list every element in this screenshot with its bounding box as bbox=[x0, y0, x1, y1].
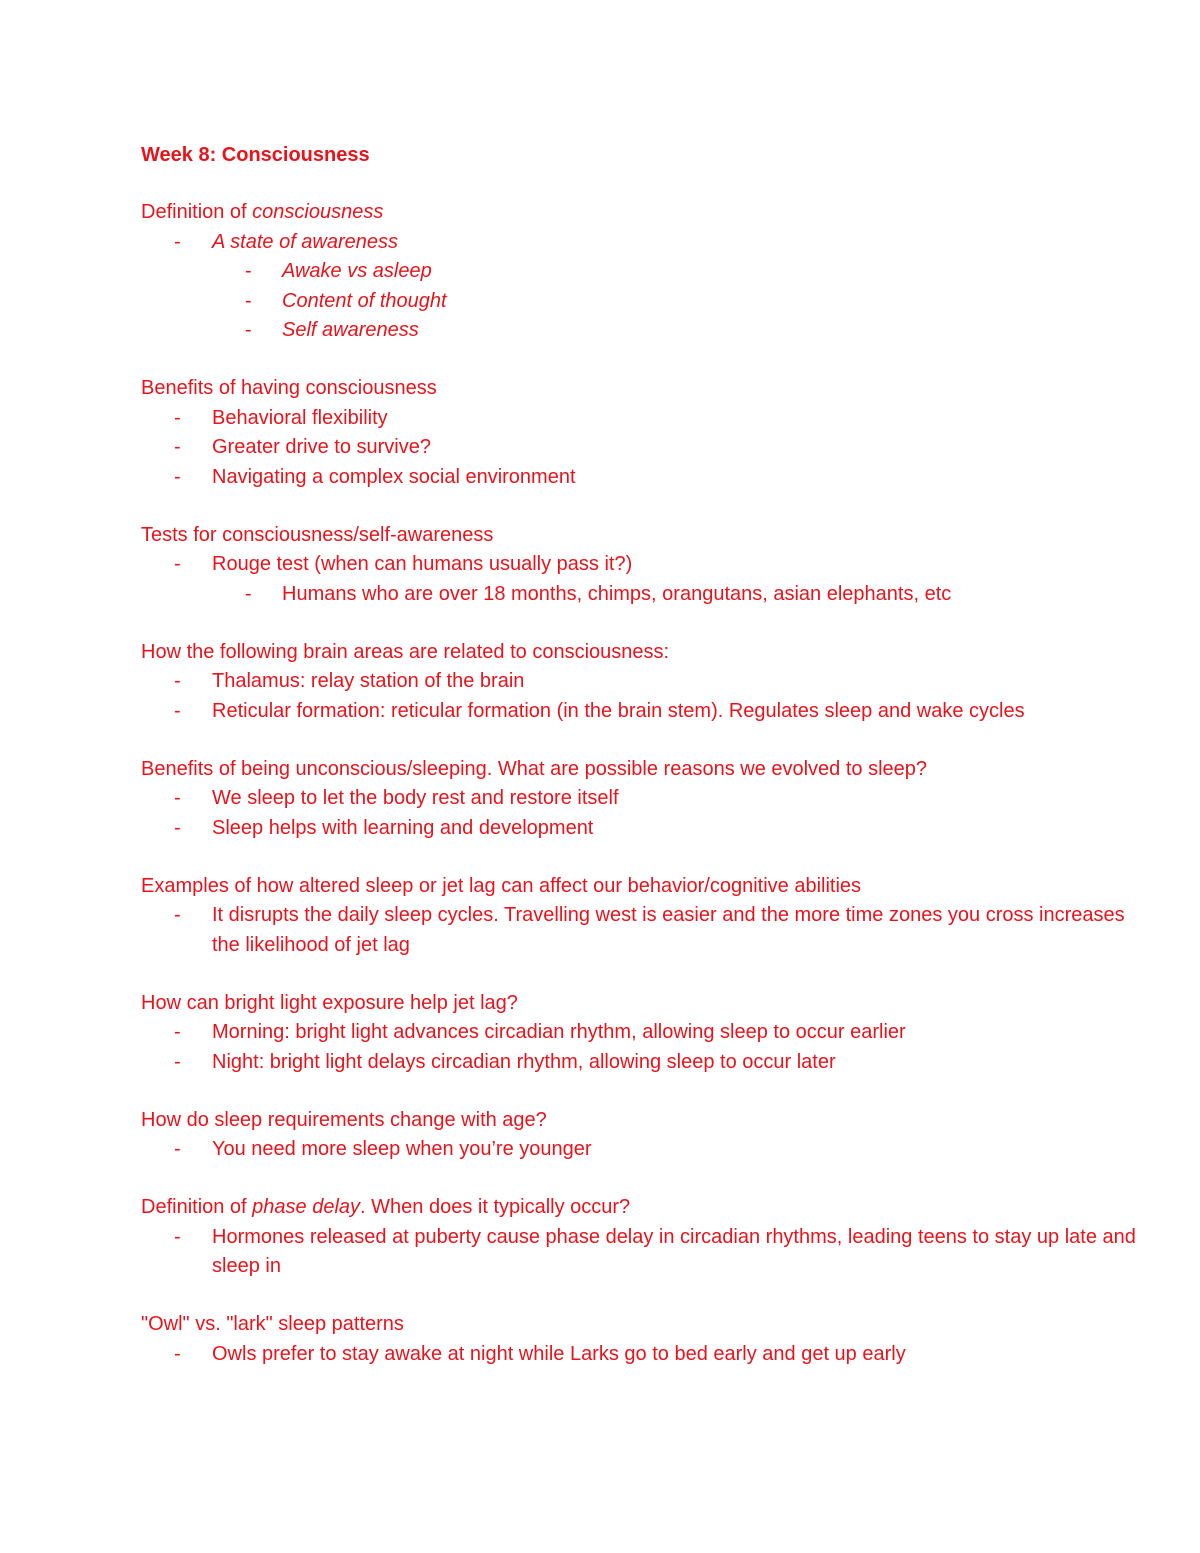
heading-text: How do sleep requirements change with age? bbox=[141, 1108, 547, 1131]
heading-emphasis: phase delay bbox=[252, 1196, 361, 1218]
section-heading bbox=[141, 1193, 1141, 1223]
dash-bullet-icon: - bbox=[174, 1225, 181, 1248]
list-item bbox=[141, 1048, 1141, 1078]
heading-text: Definition of bbox=[141, 201, 253, 223]
list-item bbox=[141, 433, 1141, 463]
spacer bbox=[141, 1165, 1141, 1194]
list-item bbox=[141, 667, 1141, 697]
dash-bullet-icon: - bbox=[245, 582, 252, 605]
heading-text: "Owl" vs. "lark" sleep patterns bbox=[141, 1313, 404, 1335]
list-item bbox=[141, 316, 1141, 346]
spacer bbox=[141, 726, 1141, 755]
dash-bullet-icon: - bbox=[245, 289, 252, 312]
spacer bbox=[141, 1077, 1141, 1106]
dash-bullet-icon: - bbox=[174, 1021, 181, 1043]
list-item-text: You need more sleep when you’re younger bbox=[212, 1138, 592, 1160]
heading-text: Examples of how altered sleep or jet lag can affect our behavior/cognitive abilities bbox=[141, 874, 862, 897]
list-item-text: Self awareness bbox=[282, 319, 419, 341]
section-heading bbox=[141, 638, 1141, 668]
dash-bullet-icon: - bbox=[174, 904, 181, 926]
note-section bbox=[141, 198, 1141, 346]
list-item bbox=[141, 1340, 1141, 1370]
document-page bbox=[141, 140, 1141, 1369]
list-item bbox=[141, 404, 1141, 434]
section-heading bbox=[141, 374, 1141, 404]
note-section bbox=[141, 989, 1141, 1078]
list-item-text: Sleep helps with learning and development bbox=[212, 816, 594, 839]
list-item bbox=[141, 580, 1141, 610]
note-section bbox=[141, 1106, 1141, 1165]
list-item bbox=[141, 463, 1141, 493]
section-heading bbox=[141, 1310, 1141, 1340]
spacer bbox=[141, 492, 1141, 521]
list-item-text: Night: bright light delays circadian rhythm, allowing sleep to occur later bbox=[212, 1050, 836, 1073]
heading-text: Benefits of having consciousness bbox=[141, 377, 437, 399]
dash-bullet-icon: - bbox=[174, 670, 181, 692]
dash-bullet-icon: - bbox=[174, 1342, 181, 1365]
list-item bbox=[141, 1223, 1141, 1282]
dash-bullet-icon: - bbox=[174, 406, 181, 429]
list-item-text: Rouge test (when can humans usually pass it?) bbox=[212, 553, 633, 575]
dash-bullet-icon: - bbox=[174, 699, 181, 722]
heading-text: Benefits of being unconscious/sleeping. What are possible reasons we evolved to sleep? bbox=[141, 757, 928, 780]
heading-text: Tests for consciousness/self-awareness bbox=[141, 523, 494, 546]
section-heading bbox=[141, 755, 1141, 785]
section-heading bbox=[141, 1106, 1141, 1136]
list-item bbox=[141, 550, 1141, 580]
heading-text: Definition of bbox=[141, 1196, 253, 1218]
note-section bbox=[141, 1193, 1141, 1282]
heading-text: How can bright light exposure help jet lag? bbox=[141, 991, 518, 1014]
list-item-text: A state of awareness bbox=[212, 230, 399, 253]
list-item bbox=[141, 697, 1141, 727]
list-item-text: Owls prefer to stay awake at night while Larks go to bed early and get up early bbox=[212, 1342, 906, 1365]
dash-bullet-icon: - bbox=[174, 230, 181, 253]
dash-bullet-icon: - bbox=[174, 465, 181, 488]
list-item-text: Morning: bright light advances circadian rhythm, allowing sleep to occur earlier bbox=[212, 1021, 906, 1043]
note-section bbox=[141, 374, 1141, 492]
list-item bbox=[141, 228, 1141, 258]
list-item bbox=[141, 784, 1141, 814]
notes-body bbox=[141, 198, 1141, 1369]
section-heading bbox=[141, 989, 1141, 1019]
list-item-text: Greater drive to survive? bbox=[212, 436, 431, 458]
spacer bbox=[141, 346, 1141, 375]
dash-bullet-icon: - bbox=[174, 1050, 181, 1073]
list-item-text: Content of thought bbox=[282, 289, 447, 312]
dash-bullet-icon: - bbox=[245, 319, 252, 341]
note-section bbox=[141, 872, 1141, 961]
list-item-text: Behavioral flexibility bbox=[212, 406, 388, 429]
dash-bullet-icon: - bbox=[174, 436, 181, 458]
spacer bbox=[141, 609, 1141, 638]
note-section bbox=[141, 638, 1141, 727]
list-item-text: Hormones released at puberty cause phase delay in circadian rhythms, leading teens to stay up late and sleep in bbox=[212, 1225, 1136, 1277]
document-title: Week 8: Consciousness bbox=[141, 144, 370, 166]
dash-bullet-icon: - bbox=[245, 260, 252, 282]
section-heading bbox=[141, 872, 1141, 902]
list-item-text: It disrupts the daily sleep cycles. Travelling west is easier and the more time zones you cross increases the likelihood of jet lag bbox=[212, 904, 1125, 956]
heading-emphasis: consciousness bbox=[252, 201, 384, 223]
dash-bullet-icon: - bbox=[174, 1138, 181, 1160]
list-item bbox=[141, 257, 1141, 287]
list-item-text: We sleep to let the body rest and restore itself bbox=[212, 787, 619, 809]
note-section bbox=[141, 755, 1141, 844]
list-item bbox=[141, 1135, 1141, 1165]
dash-bullet-icon: - bbox=[174, 553, 181, 575]
note-section bbox=[141, 521, 1141, 610]
section-heading bbox=[141, 198, 1141, 228]
list-item bbox=[141, 287, 1141, 317]
list-item-text: Reticular formation: reticular formation (in the brain stem). Regulates sleep and wake cycles bbox=[212, 699, 1025, 722]
spacer bbox=[141, 960, 1141, 989]
dash-bullet-icon: - bbox=[174, 816, 181, 839]
spacer bbox=[141, 170, 1141, 198]
list-item bbox=[141, 901, 1141, 960]
heading-text: How the following brain areas are related to consciousness: bbox=[141, 640, 670, 663]
list-item-text: Navigating a complex social environment bbox=[212, 465, 576, 488]
dash-bullet-icon: - bbox=[174, 787, 181, 809]
list-item-text: Thalamus: relay station of the brain bbox=[212, 670, 525, 692]
spacer bbox=[141, 1282, 1141, 1311]
list-item bbox=[141, 1018, 1141, 1048]
note-section bbox=[141, 1310, 1141, 1369]
list-item bbox=[141, 814, 1141, 844]
spacer bbox=[141, 843, 1141, 872]
section-heading bbox=[141, 521, 1141, 551]
list-item-text: Humans who are over 18 months, chimps, orangutans, asian elephants, etc bbox=[282, 582, 952, 605]
list-item-text: Awake vs asleep bbox=[282, 260, 432, 282]
heading-text-suffix: . When does it typically occur? bbox=[360, 1196, 631, 1218]
